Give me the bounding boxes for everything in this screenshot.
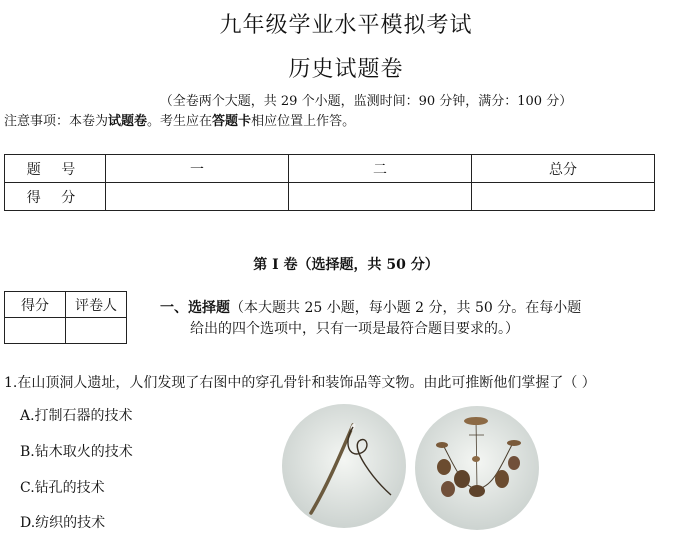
option-b[interactable]: B.钻木取火的技术 [20, 444, 133, 460]
section-heading [160, 298, 660, 340]
grader-name-label: 评卷人 [66, 292, 127, 318]
section-desc-1: （本大题共 25 小题，每小题 2 分，共 50 分。在每小题 [230, 300, 582, 316]
grader-table [4, 291, 127, 344]
notice-prefix: 注意事项：本卷为 [4, 114, 109, 129]
score-value-part1[interactable] [106, 183, 289, 211]
score-cell-label: 题 号 [5, 155, 106, 183]
exam-subtitle: 历史试题卷 [288, 57, 404, 82]
question-1-text: 1.在山顶洞人遗址，人们发现了右图中的穿孔骨针和装饰品等文物。由此可推断他们掌握了（ ） [4, 375, 596, 391]
notice-bold-2: 答题卡 [212, 114, 252, 129]
score-cell-total: 总分 [472, 155, 655, 183]
notice-suffix: 相应位置上作答。 [251, 114, 356, 129]
score-cell-part1: 一 [106, 155, 289, 183]
option-c[interactable]: C.钻孔的技术 [20, 480, 105, 496]
score-value-total[interactable] [472, 183, 655, 211]
score-header-row [5, 155, 655, 183]
section-label: 一、选择题 [160, 300, 230, 316]
grader-name-cell[interactable] [66, 318, 127, 344]
part1-title: 第 I 卷（选择题，共 50 分） [253, 257, 439, 273]
score-table [4, 154, 655, 211]
grader-score-cell[interactable] [5, 318, 66, 344]
notice-mid: 。考生应在 [147, 114, 213, 129]
option-a[interactable]: A.打制石器的技术 [20, 408, 133, 424]
exam-info: （全卷两个大题，共 29 个小题，监测时间：90 分钟，满分：100 分） [159, 94, 573, 109]
ornaments-image [414, 405, 540, 531]
score-value-row [5, 183, 655, 211]
exam-title: 九年级学业水平模拟考试 [219, 13, 473, 38]
score-row-label: 得 分 [5, 183, 106, 211]
exam-notice [4, 110, 355, 129]
score-cell-part2: 二 [289, 155, 472, 183]
option-d[interactable]: D.纺织的技术 [20, 515, 106, 531]
score-value-part2[interactable] [289, 183, 472, 211]
notice-bold-1: 试题卷 [108, 114, 148, 129]
grader-score-label: 得分 [5, 292, 66, 318]
section-desc-2: 给出的四个选项中，只有一项是最符合题目要求的。） [190, 321, 519, 337]
bone-needle-image [281, 403, 407, 529]
